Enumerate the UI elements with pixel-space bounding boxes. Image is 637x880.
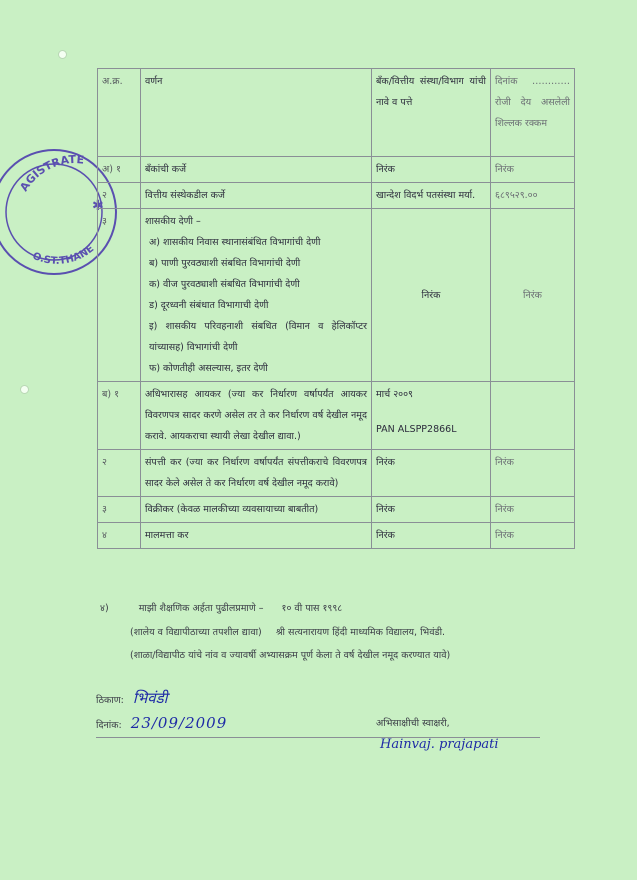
- row-description: विक्रीकर (केवळ मालकीच्या व्यवसायाच्या बाबतीत): [141, 497, 372, 523]
- svg-text:O.ST.THANE: [31, 243, 97, 267]
- row-amount: निरंक: [491, 523, 575, 549]
- date-line: [96, 714, 227, 732]
- list-item: इ) शासकीय परिवहनाशी संबधित (विमान व हेलिकॉप्टर यांच्यासह) विभागांची देणी: [149, 321, 367, 353]
- school-name: श्री सत्यनारायण हिंदी माध्यमिक विद्यालय, भिवंडी.: [275, 627, 446, 638]
- punch-hole: [58, 50, 67, 59]
- table-row: [98, 523, 575, 549]
- table-row: [98, 497, 575, 523]
- row-amount: निरंक: [491, 497, 575, 523]
- row-bank: निरंक: [372, 209, 491, 382]
- header-serial: अ.क्र.: [98, 69, 141, 157]
- row-description: संपत्ती कर (ज्या कर निर्धारण वर्षापर्यंत संपत्तीकराचे विवरणपत्र सादर केले असेल ते कर निर्धारण वर्ष देखील नमूद करावे): [141, 450, 372, 497]
- header-amount: दिनांक ………… रोजी देय असलेली शिल्लक रक्कम: [491, 69, 575, 157]
- row-serial: २: [98, 450, 141, 497]
- signature-handwritten: Hainvaj. prajapati: [380, 737, 499, 752]
- row-description: वित्तीय संस्थेकडील कर्जे: [141, 183, 372, 209]
- row-description: बँकांची कर्जे: [141, 157, 372, 183]
- stamp-top-text: AGISTRATE: [17, 152, 85, 194]
- table-row: [98, 209, 575, 382]
- education-serial: ४): [100, 603, 109, 614]
- row-amount: निरंक: [491, 450, 575, 497]
- table-row: [98, 157, 575, 183]
- row-bank: निरंक: [372, 450, 491, 497]
- row-serial: ब) १: [98, 382, 141, 450]
- table-row: [98, 183, 575, 209]
- education-label: माझी शैक्षणिक अर्हता पुढीलप्रमाणे –: [138, 603, 264, 614]
- place-line: [96, 688, 168, 708]
- school-line: [130, 625, 445, 638]
- list-item: फ) कोणतीही असल्यास, इतर देणी: [149, 363, 268, 374]
- row-description: अधिभारासह आयकर (ज्या कर निर्धारण वर्षापर्यंत आयकर विवरणपत्र सादर करणे असेल तर ते कर निर्धारण वर्ष देखील नमूद करावे. आयकराचा स्थायी लेखा देखील द्यावा.): [141, 382, 372, 450]
- government-dues-title: शासकीय देणी –: [145, 216, 201, 227]
- table-row: [98, 450, 575, 497]
- place-handwritten: भिवंडी: [132, 689, 168, 707]
- row-amount: निरंक: [491, 209, 575, 382]
- row-serial: ३: [98, 209, 141, 382]
- row-amount: निरंक: [491, 157, 575, 183]
- header-description: वर्णन: [141, 69, 372, 157]
- row-serial: अ) १: [98, 157, 141, 183]
- list-item: ड) दूरध्वनी संबंधात विभागाची देणी: [149, 300, 269, 311]
- table-row: [98, 382, 575, 450]
- row-serial: ४: [98, 523, 141, 549]
- list-item: क) वीज पुरवठ्याशी संबधित विभागांची देणी: [149, 279, 300, 290]
- education-note: (शालेय व विद्यापीठाच्या तपशील द्यावा): [130, 627, 262, 638]
- stamp-bottom-text: O.ST.THANE: [30, 243, 97, 267]
- list-item: ब) पाणी पुरवठ्याशी संबधित विभागांची देणी: [149, 258, 301, 269]
- punch-hole: [20, 385, 29, 394]
- row-bank: निरंक: [372, 497, 491, 523]
- pan-number: PAN ALSPP2866L: [376, 424, 457, 435]
- row-description: मालमत्ता कर: [141, 523, 372, 549]
- stamp-star-icon: ✱: [92, 198, 104, 214]
- liabilities-table: [97, 68, 575, 549]
- row-bank: निरंक: [372, 157, 491, 183]
- row-amount: [491, 382, 575, 450]
- row-serial: ३: [98, 497, 141, 523]
- date-handwritten: 23/09/2009: [130, 714, 228, 732]
- header-bank: बँक/वित्तीय संस्था/विभाग यांची नावे व पत्ते: [372, 69, 491, 157]
- date-label: दिनांक:: [96, 720, 122, 731]
- signature-label: अभिसाक्षीची स्वाक्षरी,: [376, 718, 450, 729]
- tax-year: मार्च २००९: [376, 389, 413, 400]
- table-header-row: [98, 69, 575, 157]
- row-bank: [372, 382, 491, 450]
- row-amount: ६८९५२९.००: [491, 183, 575, 209]
- row-serial: २: [98, 183, 141, 209]
- education-value: १० वी पास १९९८: [281, 603, 343, 614]
- list-item: अ) शासकीय निवास स्थानासंबंधित विभागांची देणी: [149, 237, 321, 248]
- row-bank: खान्देश विदर्भ पतसंस्था मर्या.: [372, 183, 491, 209]
- education-line: [100, 601, 342, 614]
- row-bank: निरंक: [372, 523, 491, 549]
- place-label: ठिकाण:: [96, 695, 124, 706]
- svg-text:AGISTRATE: [17, 153, 84, 194]
- education-instruction: (शाळा/विद्यापीठ यांचे नांव व ज्यावर्षी अभ्यासक्रम पूर्ण केला ते वर्ष देखील नमूद करण्यात यावे): [130, 650, 451, 661]
- row-description: [141, 209, 372, 382]
